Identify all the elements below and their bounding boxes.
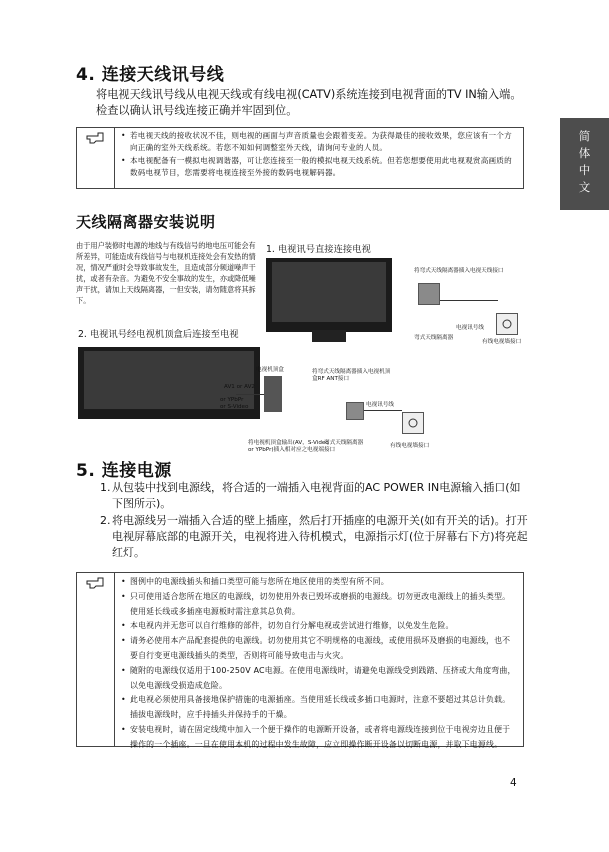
cable-line bbox=[364, 410, 402, 411]
step-number: 1. bbox=[100, 481, 111, 494]
isolator-title: 天线隔离器安装说明 bbox=[76, 213, 216, 231]
diagram-1-label-isolator: 弯式天线隔离器 bbox=[414, 335, 454, 341]
wall-outlet-image bbox=[402, 412, 424, 434]
note-hand-icon bbox=[77, 128, 115, 188]
note-item: • 此电视必须使用具备接地保护措施的电源插座。当使用延长线或多插口电源时，注意不要超过其总计负载。插拔电源线时，应手持插头并保持手的干燥。 bbox=[121, 693, 517, 723]
section-4-body: 将电视天线讯号线从电视天线或有线电视(CATV)系统连接到电视背面的TV IN输入端。检查以确认讯号线连接正确并牢固到位。 bbox=[96, 88, 522, 117]
tv-stand bbox=[312, 330, 346, 342]
diagram-2-label-signal: 电视讯号线 bbox=[366, 402, 394, 408]
language-tab bbox=[560, 118, 609, 210]
set-top-box-image bbox=[264, 376, 282, 412]
section-5-steps bbox=[100, 480, 530, 561]
step-number: 2. bbox=[100, 513, 111, 527]
step-item bbox=[100, 513, 530, 562]
language-tab-char: 中 bbox=[578, 163, 591, 177]
diagram-2-label-wall: 有线电视墙接口 bbox=[390, 443, 430, 449]
isolator-image bbox=[418, 283, 440, 305]
section-5-title: 5. 连接电源 bbox=[76, 461, 172, 481]
step-text: 从包装中找到电源线，将合适的一端插入电视背面的AC POWER IN电源输入插口(如下图所示)。 bbox=[112, 481, 521, 511]
step-item bbox=[100, 480, 530, 513]
diagram-1-label-wall: 有线电视墙接口 bbox=[482, 339, 522, 345]
note-hand-icon bbox=[77, 573, 115, 746]
note-item: • 安装电视时，请在固定线缆中加入一个便于操作的电源断开设备，或者将电源线连接到位于电视旁边且便于操作的一个插座。一旦在使用本机的过程中发生故障，应立即操作断开设备以切断电源，并取下电源线。 bbox=[121, 723, 517, 753]
note-item: • 随附的电源线仅适用于100-250V AC电源。在使用电源线时，请避免电源线受到践踏、压挤或大角度弯曲，以免电源线受损造成危险。 bbox=[121, 664, 517, 694]
note-item: • 图例中的电源线插头和插口类型可能与您所在地区使用的类型有所不同。 bbox=[121, 575, 517, 590]
diagram-2-label-ypbpr: or YPbPr bbox=[220, 397, 244, 403]
diagram-2-label-stb: 电视机顶盒 bbox=[256, 367, 284, 373]
diagram-1-caption: 1. 电视讯号直接连接电视 bbox=[266, 244, 371, 255]
diagram-1-label-plug: 将弯式天线隔离器插入电视天线接口 bbox=[414, 268, 504, 274]
diagram-1-label-signal: 电视讯号线 bbox=[456, 325, 484, 331]
section-5-note-box bbox=[76, 572, 524, 747]
section-4-title: 4. 连接天线讯号线 bbox=[76, 65, 225, 85]
diagram-2-label-isolator: 弯式天线隔离器 bbox=[324, 440, 364, 446]
cable-line bbox=[440, 300, 498, 301]
step-text: 将电源线另一端插入合适的壁上插座，然后打开插座的电源开关(如有开关的话)。打开电视屏幕底部的电源开关，电视将进入待机模式，电源指示灯(位于屏幕右下方)将亮起红灯。 bbox=[112, 513, 528, 560]
wall-outlet-image bbox=[496, 313, 518, 335]
note-item: • 本电视配备有一模拟电视调谐器，可让您连接至一般的模拟电视天线系统。但若您想要使用此电视观赏高画质的数码电视节目，您需要将电视连接至外接的数码电视解码器。 bbox=[121, 155, 517, 180]
diagram-2-label-stb-output: 将电视机顶盒输出(AV，S-Video or YPbPr)插入相对应之电视端接口 bbox=[248, 440, 336, 454]
note-item: • 只可使用适合您所在地区的电源线，切勿使用外表已毁坏或磨损的电源线。切勿更改电源线上的插头类型。使用延长线或多插座电源板时需注意其总负荷。 bbox=[121, 590, 517, 620]
isolator-image bbox=[346, 402, 364, 420]
language-tab-char: 简 bbox=[578, 129, 591, 143]
diagram-2-caption: 2. 电视讯号经电视机顶盒后连接至电视 bbox=[78, 329, 239, 340]
note-item: • 请务必使用本产品配套提供的电源线。切勿使用其它不明规格的电源线，或使用损坏及磨损的电源线，也不要自行变更电源线插头的类型，否则将可能导致电击与火灾。 bbox=[121, 634, 517, 664]
note-item: • 若电视天线的接收状况不佳，则电视的画面与声音质量也会跟着变差。为获得最佳的接收效果，您应该有一个方向正确的室外天线系统。若您不知如何调整室外天线，请询问专业的人员。 bbox=[121, 130, 517, 155]
isolator-intro: 由于用户装修时电源的地线与有线信号的地电压可能会有所差异，可能造成有线信号与电视机连接处会有发热的情况，情况严重时会导致事故发生，且造成部分频道噪声干扰，或者有杂音。为避免不安全事故的发生，亦或降低噪声干扰，请加上天线隔离器，一但安装，请勿随意将其拆下。 bbox=[76, 241, 256, 305]
av-cable-line bbox=[236, 394, 264, 395]
diagram-2-label-av: AV1 or AV2 bbox=[224, 384, 255, 390]
tv-back-image bbox=[266, 258, 392, 332]
language-tab-char: 体 bbox=[578, 146, 591, 160]
note-item: • 本电视内并无您可以自行维修的部件，切勿自行分解电视或尝试进行维修，以免发生危险。 bbox=[121, 619, 517, 634]
language-tab-char: 文 bbox=[578, 180, 591, 194]
diagram-2-label-svideo: or S-Video bbox=[220, 404, 249, 410]
section-4-note-box bbox=[76, 127, 524, 189]
diagram-2-label-plug-stb: 将弯式天线隔离器插入电视机顶盒RF ANT接口 bbox=[312, 369, 391, 383]
page-number: 4 bbox=[510, 777, 517, 789]
